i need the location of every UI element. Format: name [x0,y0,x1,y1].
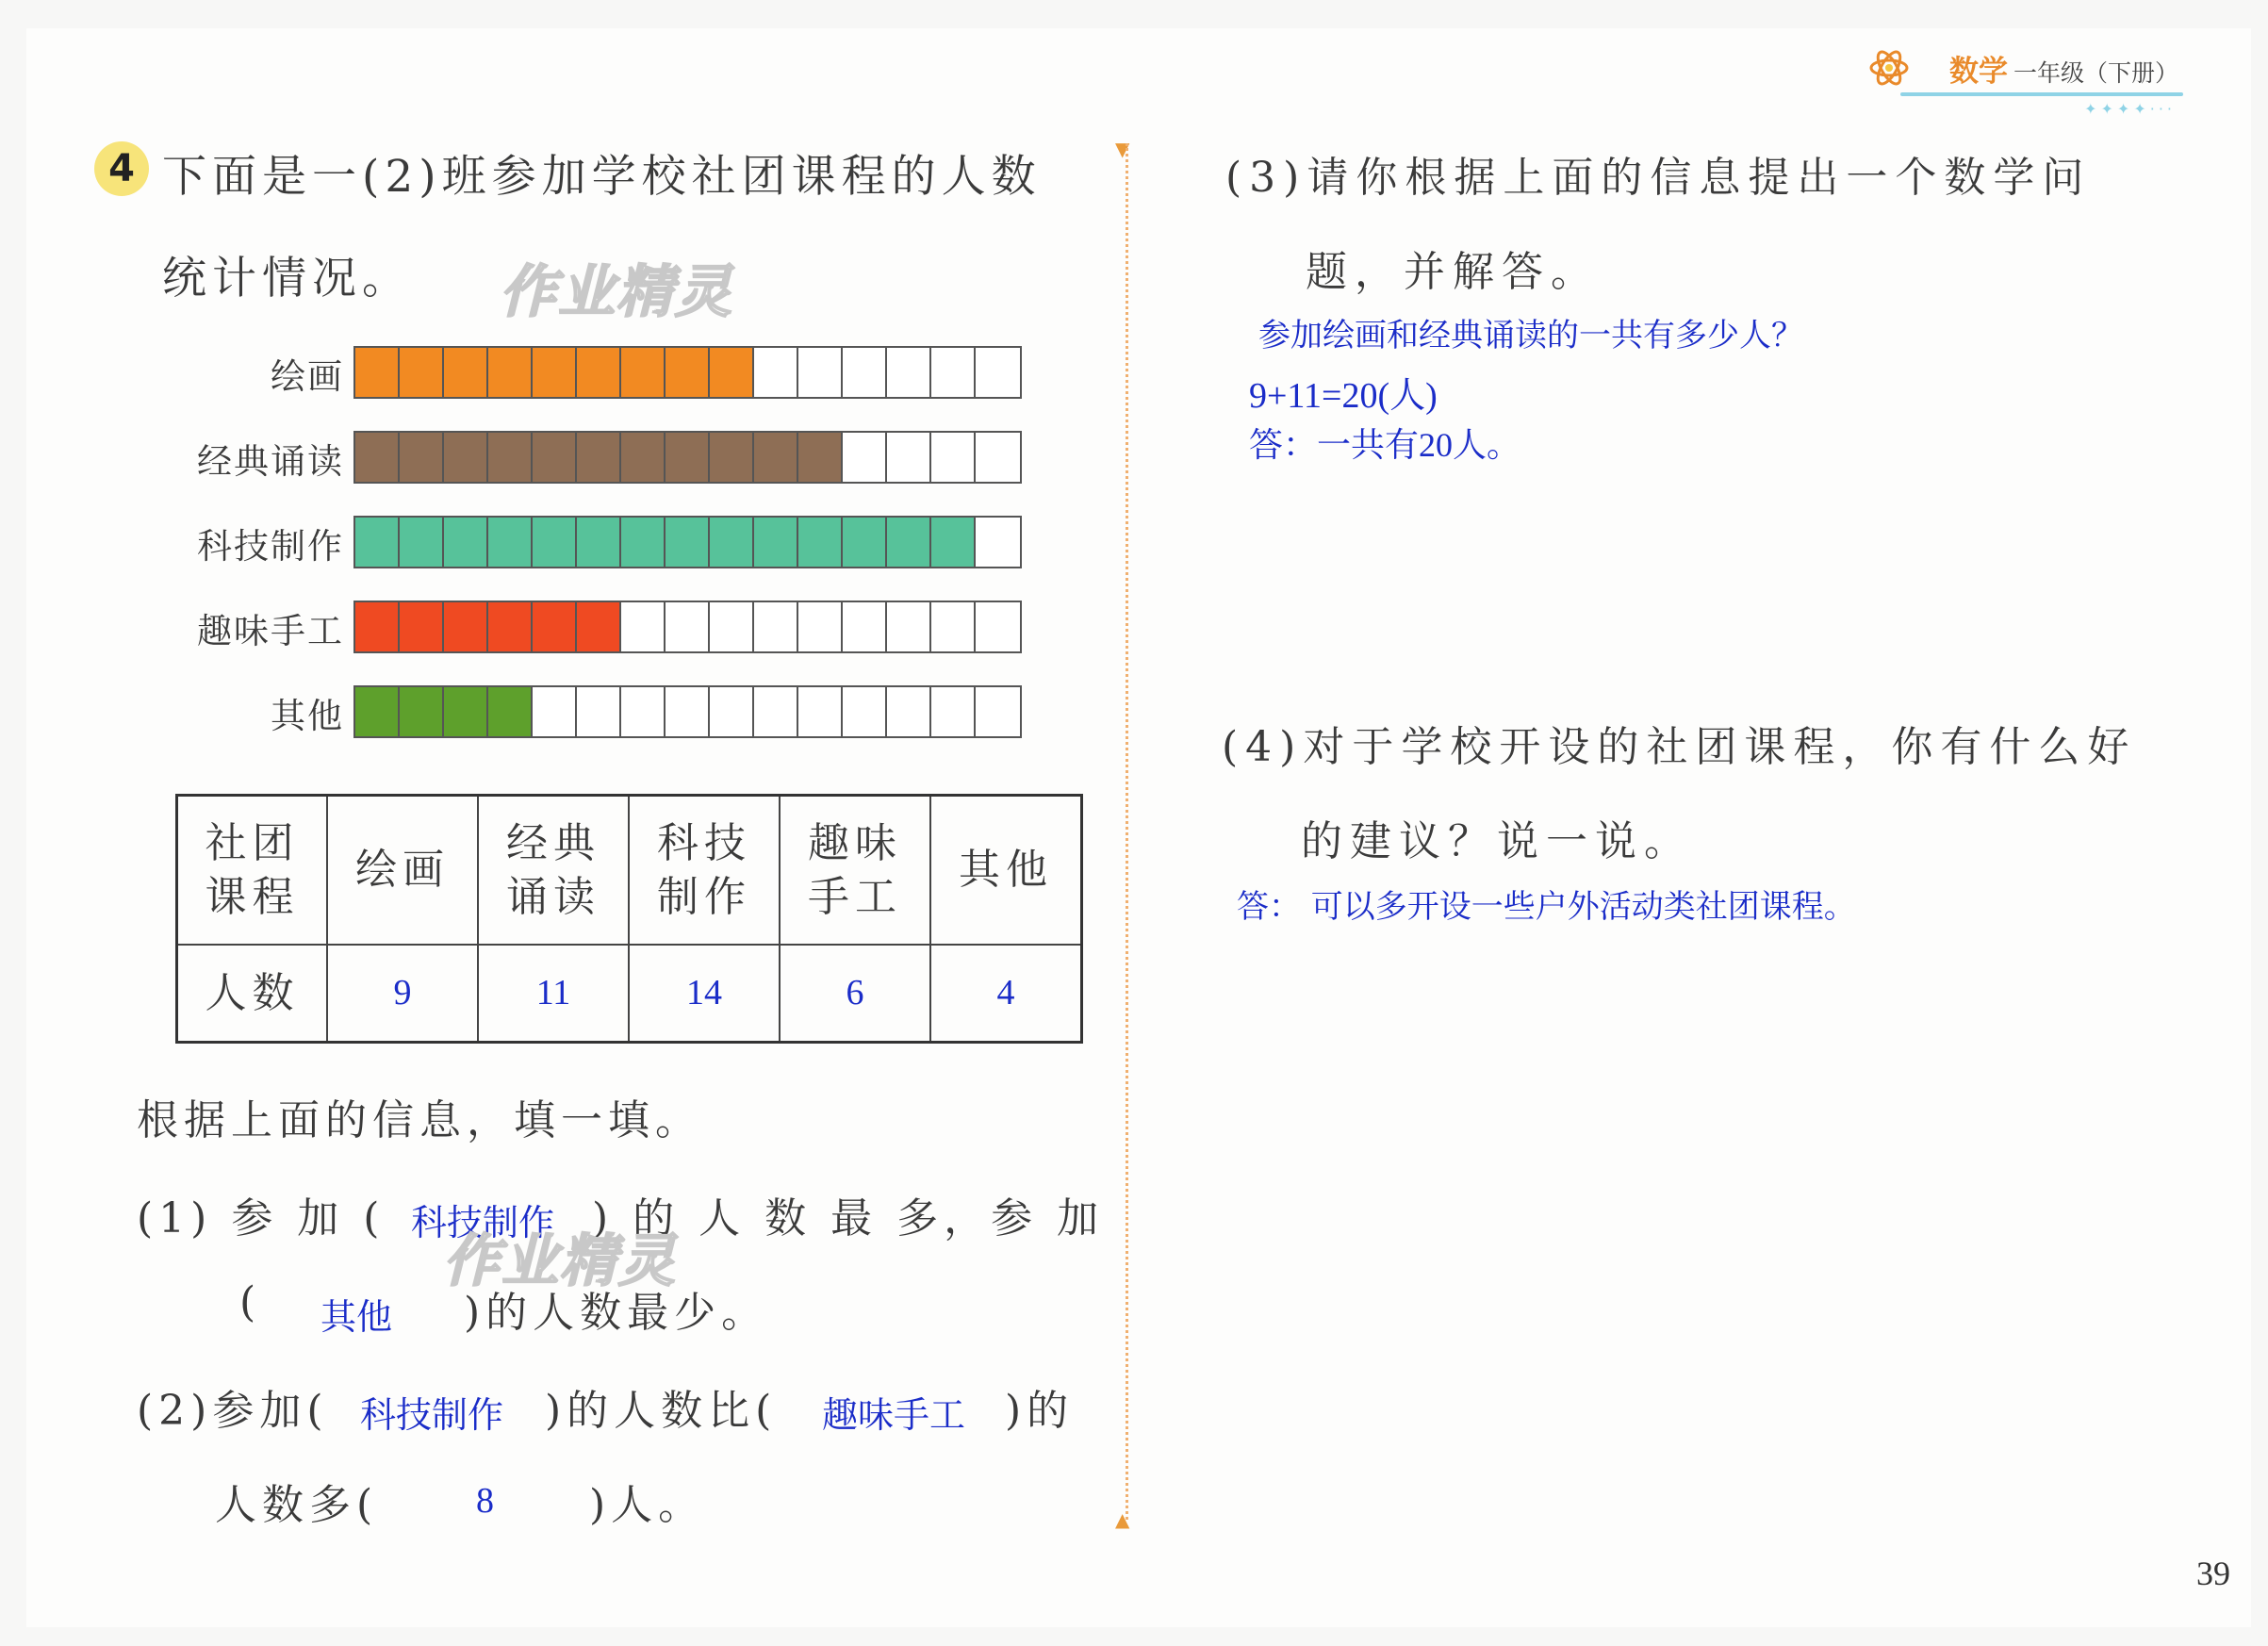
problem-stem-line2: 统计情况。 [162,253,412,305]
bar-cell-filled [444,687,488,736]
table-value-cell: 9 [327,945,478,1043]
bar-cell-filled [577,348,621,397]
bar-cell-empty [976,348,1020,397]
q2-line2-suffix: )人。 [589,1481,706,1529]
q1-answer-least: 其他 [320,1298,393,1338]
bar-label: 趣味手工 [197,611,344,651]
q4-answer: 答： 可以多开设一些户外活动类社团课程。 [1237,888,1856,926]
bar-cell-filled [355,687,400,736]
q4-line1: (4)对于学校开设的社团课程，你有什么好 [1222,723,2137,771]
table-value-cell: 6 [780,945,930,1043]
q1-suffix: )的人数最少。 [464,1289,769,1337]
bar-cell-empty [710,687,754,736]
bar-cell-empty [843,602,887,651]
bar-cell-empty [710,602,754,651]
bar-cell-filled [355,348,400,397]
bar-cell-filled [887,518,931,567]
bar-cell-filled [710,348,754,397]
bar-label: 经典诵读 [197,441,344,482]
atom-icon [1868,47,1910,89]
instruction: 根据上面的信息，填一填。 [137,1096,702,1144]
bar-cell-filled [355,602,400,651]
bar-cell-empty [533,687,577,736]
bar-cell-filled [710,518,754,567]
table-header-row [177,796,1082,945]
bar-cell-empty [931,687,976,736]
bar-cell-filled [710,433,754,482]
bar-cell-filled [400,348,444,397]
bar-cell-filled [754,518,798,567]
bar-cell-empty [887,602,931,651]
q2-middle: )的人数比( [545,1387,778,1435]
table-value-cell: 14 [629,945,780,1043]
header-subject: 数学 [1948,55,2008,89]
divider-bottom-cap: ▲ [1115,1508,1130,1531]
q3-answer-question: 参加绘画和经典诵读的一共有多少人？ [1258,317,1803,354]
bar-cell-empty [843,687,887,736]
bar-cell-empty [931,433,976,482]
bar-cells [353,431,1022,484]
course-line2: 手工 [808,872,902,921]
bar-cell-filled [444,433,488,482]
bar-cell-empty [931,602,976,651]
bar-cell-filled [488,518,533,567]
course-line1: 绘画 [355,846,450,895]
course-line1: 经典 [506,818,600,867]
q2-line2-prefix: 人数多( [215,1481,379,1529]
bar-cell-filled [444,602,488,651]
course-line1: 趣味 [808,818,902,867]
bar-cell-empty [931,348,976,397]
bar-cell-filled [666,433,710,482]
q1-open-paren: ( [239,1278,262,1326]
header-grade: 一年级（下册） [2013,59,2178,87]
bar-cell-filled [400,518,444,567]
bar-cell-empty [976,602,1020,651]
stats-table [175,794,1083,1044]
bar-cell-empty [887,687,931,736]
q2-answer-more: 科技制作 [360,1396,504,1436]
bar-cell-empty [798,602,843,651]
bar-cell-empty [843,348,887,397]
page-header [1949,47,2178,90]
q1-middle: ) 的 人 数 最 多，参 加 [592,1194,1105,1243]
table-header-label [177,796,328,945]
bar-cell-filled [666,518,710,567]
table-value-cell: 4 [930,945,1082,1043]
column-divider [1126,143,1128,1520]
table-course-cell [780,796,930,945]
bar-cell-filled [444,518,488,567]
bar-cell-filled [577,518,621,567]
bar-cell-empty [798,687,843,736]
table-header-label-line2: 课程 [205,872,300,921]
bar-cell-filled [798,518,843,567]
divider-top-cap: ▼ [1115,138,1130,160]
bar-cell-filled [754,433,798,482]
table-header-label-line1: 社团 [205,818,300,867]
bar-cell-empty [843,433,887,482]
watermark: 作业精灵 [500,259,733,325]
bar-cell-filled [488,348,533,397]
bar-cell-empty [666,687,710,736]
q3-line1: (3)请你根据上面的信息提出一个数学问 [1225,154,2092,202]
q1-prefix: (1) 参 加 ( [137,1194,386,1243]
course-line2: 制作 [657,872,751,921]
bar-cell-filled [843,518,887,567]
q2-suffix: )的 [1005,1387,1075,1435]
bar-cell-empty [666,602,710,651]
q2-prefix: (2)参加( [137,1387,329,1435]
bar-cells [353,601,1022,653]
bar-cell-empty [887,433,931,482]
header-underline [1900,92,2183,96]
table-row-label: 人数 [177,945,328,1043]
course-line1: 科技 [657,818,751,867]
bar-cell-empty [621,602,666,651]
q4-line2: 的建议？说一说。 [1301,817,1693,865]
bar-cell-empty [577,687,621,736]
table-course-cell [930,796,1082,945]
problem-number-badge: 4 [94,141,149,196]
bar-cell-empty [887,348,931,397]
course-line2: 诵读 [506,872,600,921]
table-course-cell [478,796,629,945]
bar-cell-filled [355,518,400,567]
bar-label: 其他 [271,696,344,736]
watermark: 作业精灵 [443,1228,677,1294]
q2-answer-diff: 8 [476,1481,494,1521]
bar-cell-filled [533,602,577,651]
bar-cell-filled [400,602,444,651]
q3-answer-result: 答：一共有20人。 [1249,426,1521,464]
bar-chart [0,344,1056,759]
table-value-cell: 11 [478,945,629,1043]
table-course-cell [327,796,478,945]
q2-answer-less: 趣味手工 [822,1396,966,1436]
bar-cell-filled [621,348,666,397]
q1-answer-most: 科技制作 [411,1204,555,1243]
table-value-row [177,945,1082,1043]
course-line1: 其他 [959,846,1053,895]
bar-cell-filled [621,518,666,567]
bar-cells [353,685,1022,738]
bar-cell-filled [400,433,444,482]
bar-cell-filled [798,433,843,482]
bar-cell-empty [976,687,1020,736]
bar-cell-empty [621,687,666,736]
bar-cells [353,346,1022,399]
bar-cell-filled [931,518,976,567]
bar-label: 绘画 [271,356,344,397]
problem-stem-line1: 下面是一(2)班参加学校社团课程的人数 [162,151,1042,203]
bar-cell-filled [488,433,533,482]
bar-label: 科技制作 [197,526,344,567]
bar-cells [353,516,1022,568]
header-dots: ✦✦✦✦··· [2084,100,2176,118]
bar-cell-empty [976,518,1020,567]
bar-cell-filled [533,518,577,567]
bar-cell-filled [533,433,577,482]
bar-cell-filled [533,348,577,397]
bar-cell-filled [488,602,533,651]
q3-answer-calc: 9+11=20(人) [1249,376,1438,416]
bar-cell-filled [355,433,400,482]
bar-cell-empty [754,687,798,736]
q3-line2: 题，并解答。 [1306,248,1600,296]
page-number: 39 [2196,1555,2230,1592]
bar-cell-empty [754,348,798,397]
bar-cell-filled [621,433,666,482]
bar-cell-filled [666,348,710,397]
bar-cell-filled [488,687,533,736]
bar-cell-empty [754,602,798,651]
bar-cell-empty [798,348,843,397]
bar-cell-filled [400,687,444,736]
bar-cell-filled [444,348,488,397]
table-course-cell [629,796,780,945]
bar-cell-empty [976,433,1020,482]
bar-cell-filled [577,433,621,482]
bar-cell-filled [577,602,621,651]
